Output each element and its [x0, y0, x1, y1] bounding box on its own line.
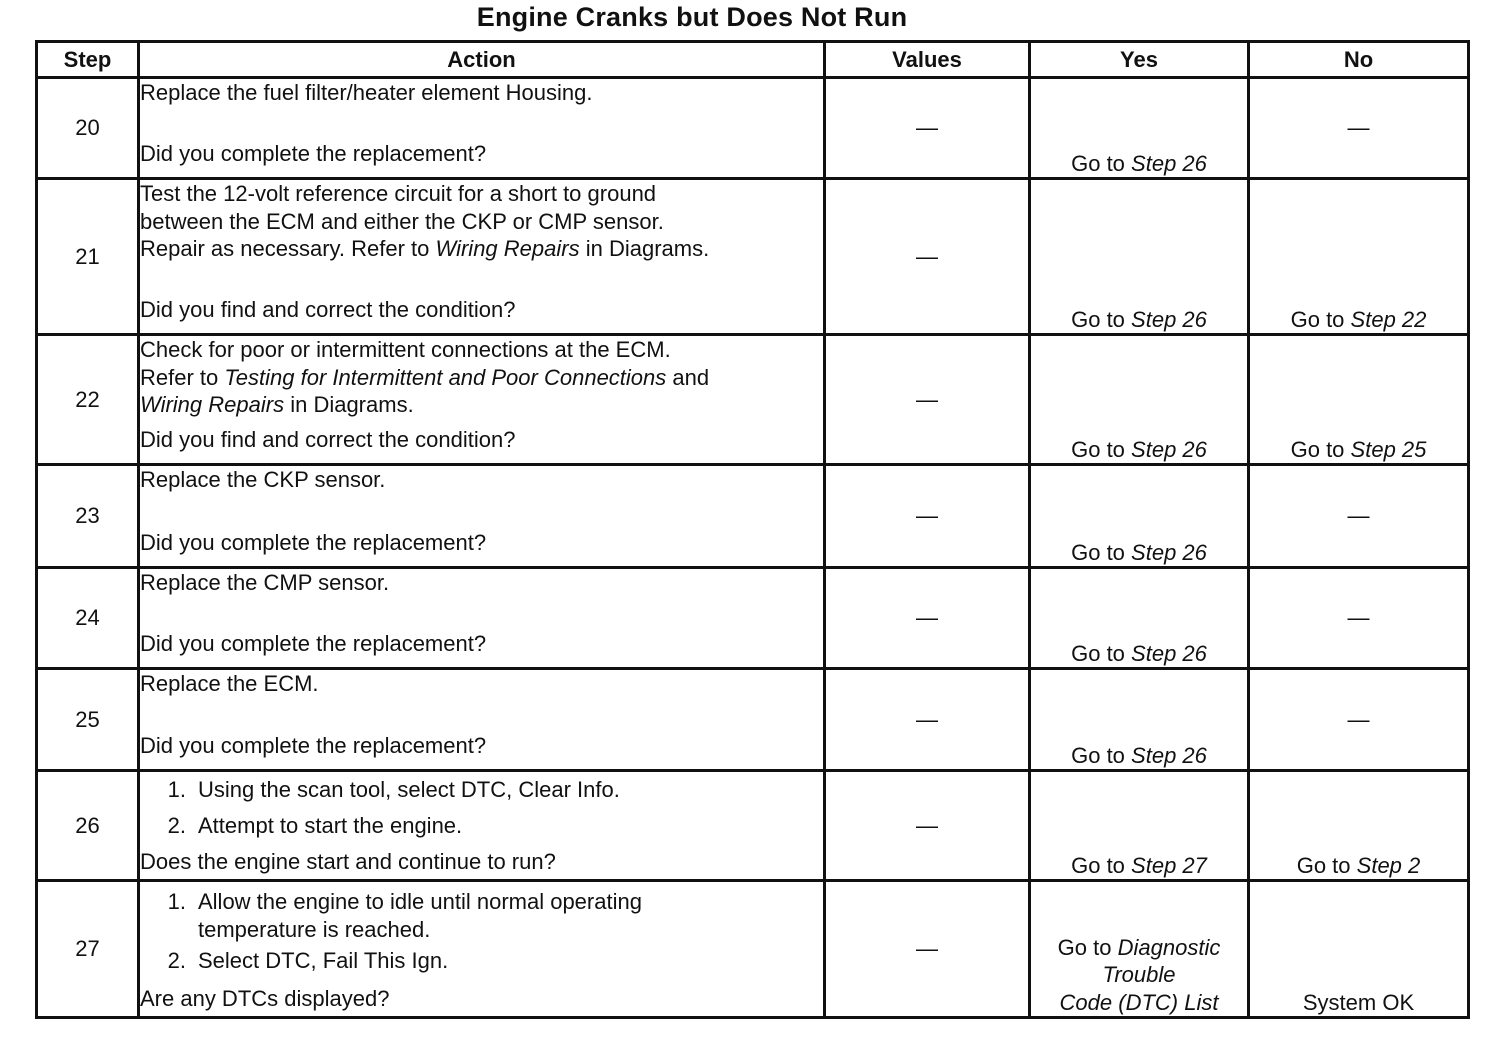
goto-label: Go to	[1057, 934, 1112, 960]
list-text-line: temperature is reached.	[198, 916, 431, 942]
action-line	[140, 391, 823, 419]
list-item	[140, 808, 823, 844]
header-yes: Yes	[1030, 42, 1249, 78]
action-cell	[139, 179, 825, 335]
action-text	[140, 336, 823, 419]
question-text: Are any DTCs displayed?	[140, 986, 390, 1011]
question-text: Does the engine start and continue to run?	[140, 849, 556, 874]
question-text: Did you find and correct the condition?	[140, 297, 516, 322]
question-text: Did you complete the replacement?	[140, 733, 487, 758]
no-cell: —	[1249, 465, 1469, 568]
list-item	[140, 884, 823, 943]
values-cell: —	[825, 335, 1030, 465]
table-row	[37, 771, 1469, 881]
step-number: 23	[37, 465, 139, 568]
action-text-part: in Diagrams.	[290, 392, 414, 417]
no-cell: System OK	[1249, 881, 1469, 1018]
table-row	[37, 568, 1469, 669]
values-cell: —	[825, 881, 1030, 1018]
action-text	[140, 180, 823, 263]
step-number: 21	[37, 179, 139, 335]
diagnostic-table	[35, 40, 1470, 1019]
page-title: Engine Cranks but Does Not Run	[476, 2, 908, 32]
action-list	[140, 884, 823, 979]
yes-cell	[1030, 465, 1249, 568]
no-cell	[1249, 335, 1469, 465]
no-cell: —	[1249, 669, 1469, 771]
no-cell: —	[1249, 568, 1469, 669]
yes-cell	[1030, 179, 1249, 335]
no-cell: —	[1249, 78, 1469, 179]
table-row	[37, 335, 1469, 465]
dtc-link-line: Diagnostic	[1117, 934, 1221, 960]
action-line: between the ECM and either the CKP or CMP sensor.	[140, 208, 664, 234]
yes-cell	[1030, 568, 1249, 669]
list-number: 1.	[167, 889, 186, 914]
goto-label: Go to	[1296, 853, 1351, 878]
goto-label: Go to	[1071, 743, 1125, 768]
table-row	[37, 465, 1469, 568]
header-values: Values	[825, 42, 1030, 78]
list-text: Select DTC, Fail This Ign.	[198, 948, 449, 973]
list-item	[140, 772, 823, 808]
intermittent-ref: Testing for Intermittent and Poor Connections	[224, 364, 667, 390]
action-text: Replace the CKP sensor.	[140, 467, 386, 492]
action-list	[140, 772, 823, 844]
list-item	[140, 943, 823, 979]
table-row	[37, 669, 1469, 771]
step-link[interactable]: Step 26	[1131, 151, 1207, 176]
step-number: 25	[37, 669, 139, 771]
no-cell	[1249, 771, 1469, 881]
goto-label: Go to	[1290, 307, 1345, 332]
values-cell: —	[825, 771, 1030, 881]
goto-label: Go to	[1290, 437, 1345, 462]
step-link[interactable]: Step 26	[1131, 743, 1207, 768]
dtc-list-link[interactable]	[1031, 934, 1247, 1017]
action-text: Replace the ECM.	[140, 671, 319, 696]
action-cell	[139, 568, 825, 669]
action-line: Test the 12-volt reference circuit for a short to ground	[140, 181, 657, 206]
question-text: Did you complete the replacement?	[140, 631, 487, 656]
step-number: 24	[37, 568, 139, 669]
header-no: No	[1249, 42, 1469, 78]
step-link[interactable]: Step 26	[1131, 437, 1207, 462]
list-text	[198, 884, 823, 943]
yes-cell	[1030, 881, 1249, 1018]
goto-label: Go to	[1071, 641, 1125, 666]
action-cell	[139, 465, 825, 568]
goto-label: Go to	[1071, 151, 1125, 176]
action-cell	[139, 335, 825, 465]
action-line	[140, 364, 823, 392]
action-text-part: Refer to	[140, 364, 219, 390]
values-cell: —	[825, 78, 1030, 179]
action-line	[140, 235, 823, 263]
list-text: Attempt to start the engine.	[198, 813, 463, 838]
values-cell: —	[825, 179, 1030, 335]
values-cell: —	[825, 465, 1030, 568]
step-link[interactable]: Step 26	[1131, 540, 1207, 565]
table-row	[37, 78, 1469, 179]
step-number: 26	[37, 771, 139, 881]
yes-cell	[1030, 78, 1249, 179]
goto-label: Go to	[1071, 853, 1125, 878]
action-text-part: and	[672, 364, 710, 390]
wiring-repairs-ref: Wiring Repairs	[435, 236, 580, 261]
step-link[interactable]: Step 22	[1350, 307, 1427, 332]
step-number: 22	[37, 335, 139, 465]
list-number: 2.	[167, 813, 186, 838]
goto-label: Go to	[1071, 540, 1125, 565]
dtc-link-line: Code (DTC) List	[1059, 989, 1219, 1015]
action-cell	[139, 881, 825, 1018]
dtc-link-line: Trouble	[1102, 962, 1176, 987]
action-cell	[139, 771, 825, 881]
list-number: 2.	[167, 948, 186, 973]
yes-cell	[1030, 335, 1249, 465]
question-text: Did you complete the replacement?	[140, 530, 487, 555]
header-row	[37, 42, 1469, 78]
yes-cell	[1030, 771, 1249, 881]
header-step: Step	[37, 42, 139, 78]
step-link[interactable]: Step 26	[1131, 307, 1207, 332]
values-cell: —	[825, 568, 1030, 669]
step-link[interactable]: Step 2	[1356, 853, 1421, 878]
step-link[interactable]: Step 26	[1131, 641, 1207, 666]
values-cell: —	[825, 669, 1030, 771]
question-text: Did you complete the replacement?	[140, 141, 487, 166]
goto-label: Go to	[1071, 307, 1125, 332]
action-line: Check for poor or intermittent connections at the ECM.	[140, 337, 671, 362]
header-action: Action	[139, 42, 825, 78]
step-number: 27	[37, 881, 139, 1018]
list-text: Using the scan tool, select DTC, Clear Info.	[198, 777, 620, 802]
no-cell	[1249, 179, 1469, 335]
goto-label: Go to	[1071, 437, 1125, 462]
action-cell	[139, 78, 825, 179]
wiring-repairs-ref: Wiring Repairs	[140, 392, 285, 417]
table-row	[37, 881, 1469, 1018]
action-text-part: Repair as necessary. Refer to	[140, 236, 430, 261]
step-link[interactable]: Step 27	[1131, 853, 1207, 878]
yes-cell	[1030, 669, 1249, 771]
step-number: 20	[37, 78, 139, 179]
question-text: Did you find and correct the condition?	[140, 427, 516, 452]
action-cell	[139, 669, 825, 771]
action-text-part: in Diagrams.	[585, 236, 710, 261]
list-number: 1.	[167, 777, 186, 802]
table-row	[37, 179, 1469, 335]
step-link[interactable]: Step 25	[1350, 437, 1427, 462]
action-text: Replace the fuel filter/heater element Housing.	[140, 80, 593, 105]
list-text-line: Allow the engine to idle until normal operating	[198, 889, 642, 914]
action-text: Replace the CMP sensor.	[140, 570, 390, 595]
